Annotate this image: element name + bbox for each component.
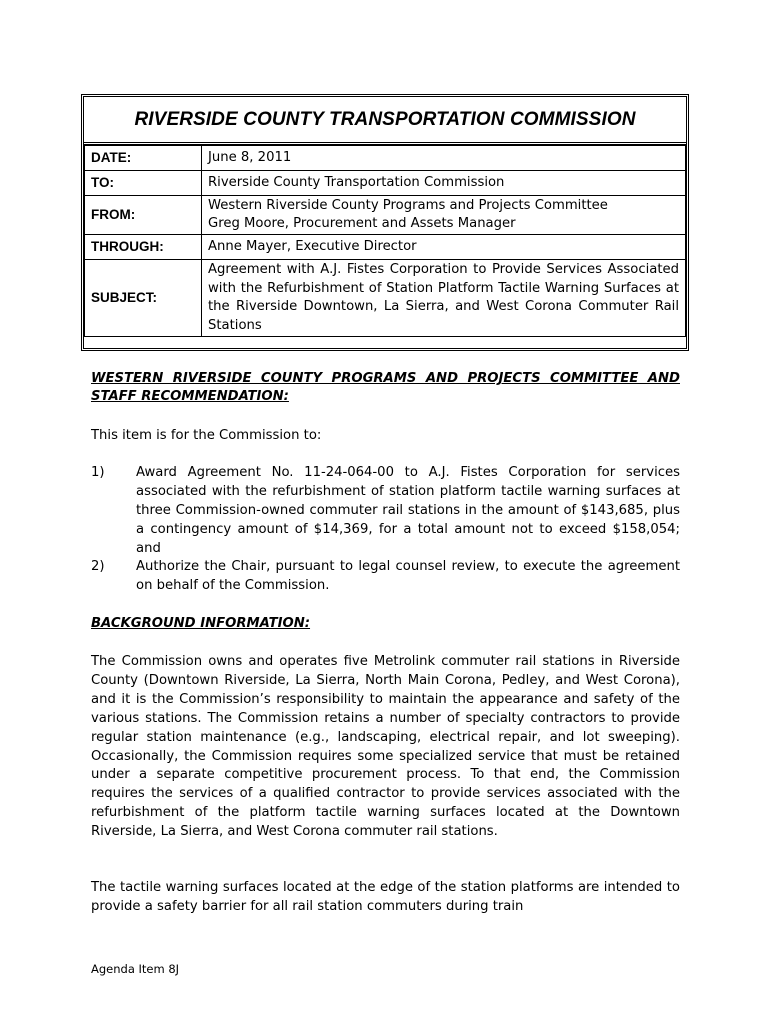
through-label: THROUGH: xyxy=(85,235,202,260)
to-value: Riverside County Transportation Commission xyxy=(202,171,686,196)
from-line-1: Western Riverside County Programs and Projects Committee xyxy=(208,197,608,213)
memo-header-table xyxy=(84,145,686,337)
from-line-2: Greg Moore, Procurement and Assets Manager xyxy=(208,216,516,231)
agenda-item-footer: Agenda Item 8J xyxy=(91,962,180,976)
recommendation-intro: This item is for the Commission to: xyxy=(91,428,322,443)
list-item-number: 1) xyxy=(91,465,105,480)
background-heading: BACKGROUND INFORMATION: xyxy=(91,616,311,631)
memo-title: RIVERSIDE COUNTY TRANSPORTATION COMMISSION xyxy=(134,108,636,130)
date-label: DATE: xyxy=(85,146,202,171)
date-value: June 8, 2011 xyxy=(202,146,686,171)
subject-label: SUBJECT: xyxy=(85,260,202,337)
from-value xyxy=(202,196,686,235)
list-item-number: 2) xyxy=(91,559,105,574)
from-row xyxy=(85,196,686,235)
memo-title-row xyxy=(84,97,686,145)
background-paragraph-1: The Commission owns and operates five Metrolink commuter rail stations in Riverside County (Downtown Riverside, La Sierra, North Main Corona, Pedley, and West Corona), and it is the Commission’s responsibility to maintain the appearance and safety of the various stations. The Commission retains a number of specialty contractors to provide regular station maintenance (e.g., landscaping, electrical repair, and lot sweeping). Occasionally, the Commission requires some specialized service that must be retained under a separate competitive procurement process. To that end, the Commission requires the services of a qualified contractor to provide services associated with the refurbishment of the platform tactile warning surfaces located at the Downtown Riverside, La Sierra, and West Corona commuter rail stations. xyxy=(91,654,680,840)
subject-value: Agreement with A.J. Fistes Corporation to Provide Services Associated with the Refurbishment of Station Platform Tactile Warning Surfaces at the Riverside Downtown, La Sierra, and West Corona Commuter Rail Stations xyxy=(202,260,686,337)
to-row xyxy=(85,171,686,196)
list-item-text: Award Agreement No. 11-24-064-00 to A.J. Fistes Corporation for services associated with the refurbishment of station platform tactile warning surfaces at three Commission-owned commuter rail stations in the amount of $143,685, plus a contingency amount of $14,369, for a total amount not to exceed $158,054; and xyxy=(136,465,680,556)
to-label: TO: xyxy=(85,171,202,196)
subject-row xyxy=(85,260,686,337)
through-value: Anne Mayer, Executive Director xyxy=(202,235,686,260)
from-label: FROM: xyxy=(85,196,202,235)
through-row xyxy=(85,235,686,260)
recommendation-heading: WESTERN RIVERSIDE COUNTY PROGRAMS AND PROJECTS COMMITTEE AND STAFF RECOMMENDATION: xyxy=(91,371,680,404)
date-row xyxy=(85,146,686,171)
memo-header-box xyxy=(81,94,689,351)
background-paragraph-2: The tactile warning surfaces located at the edge of the station platforms are intended to provide a safety barrier for all rail station commuters during train xyxy=(91,880,680,914)
list-item-text: Authorize the Chair, pursuant to legal counsel review, to execute the agreement on behalf of the Commission. xyxy=(136,559,680,593)
